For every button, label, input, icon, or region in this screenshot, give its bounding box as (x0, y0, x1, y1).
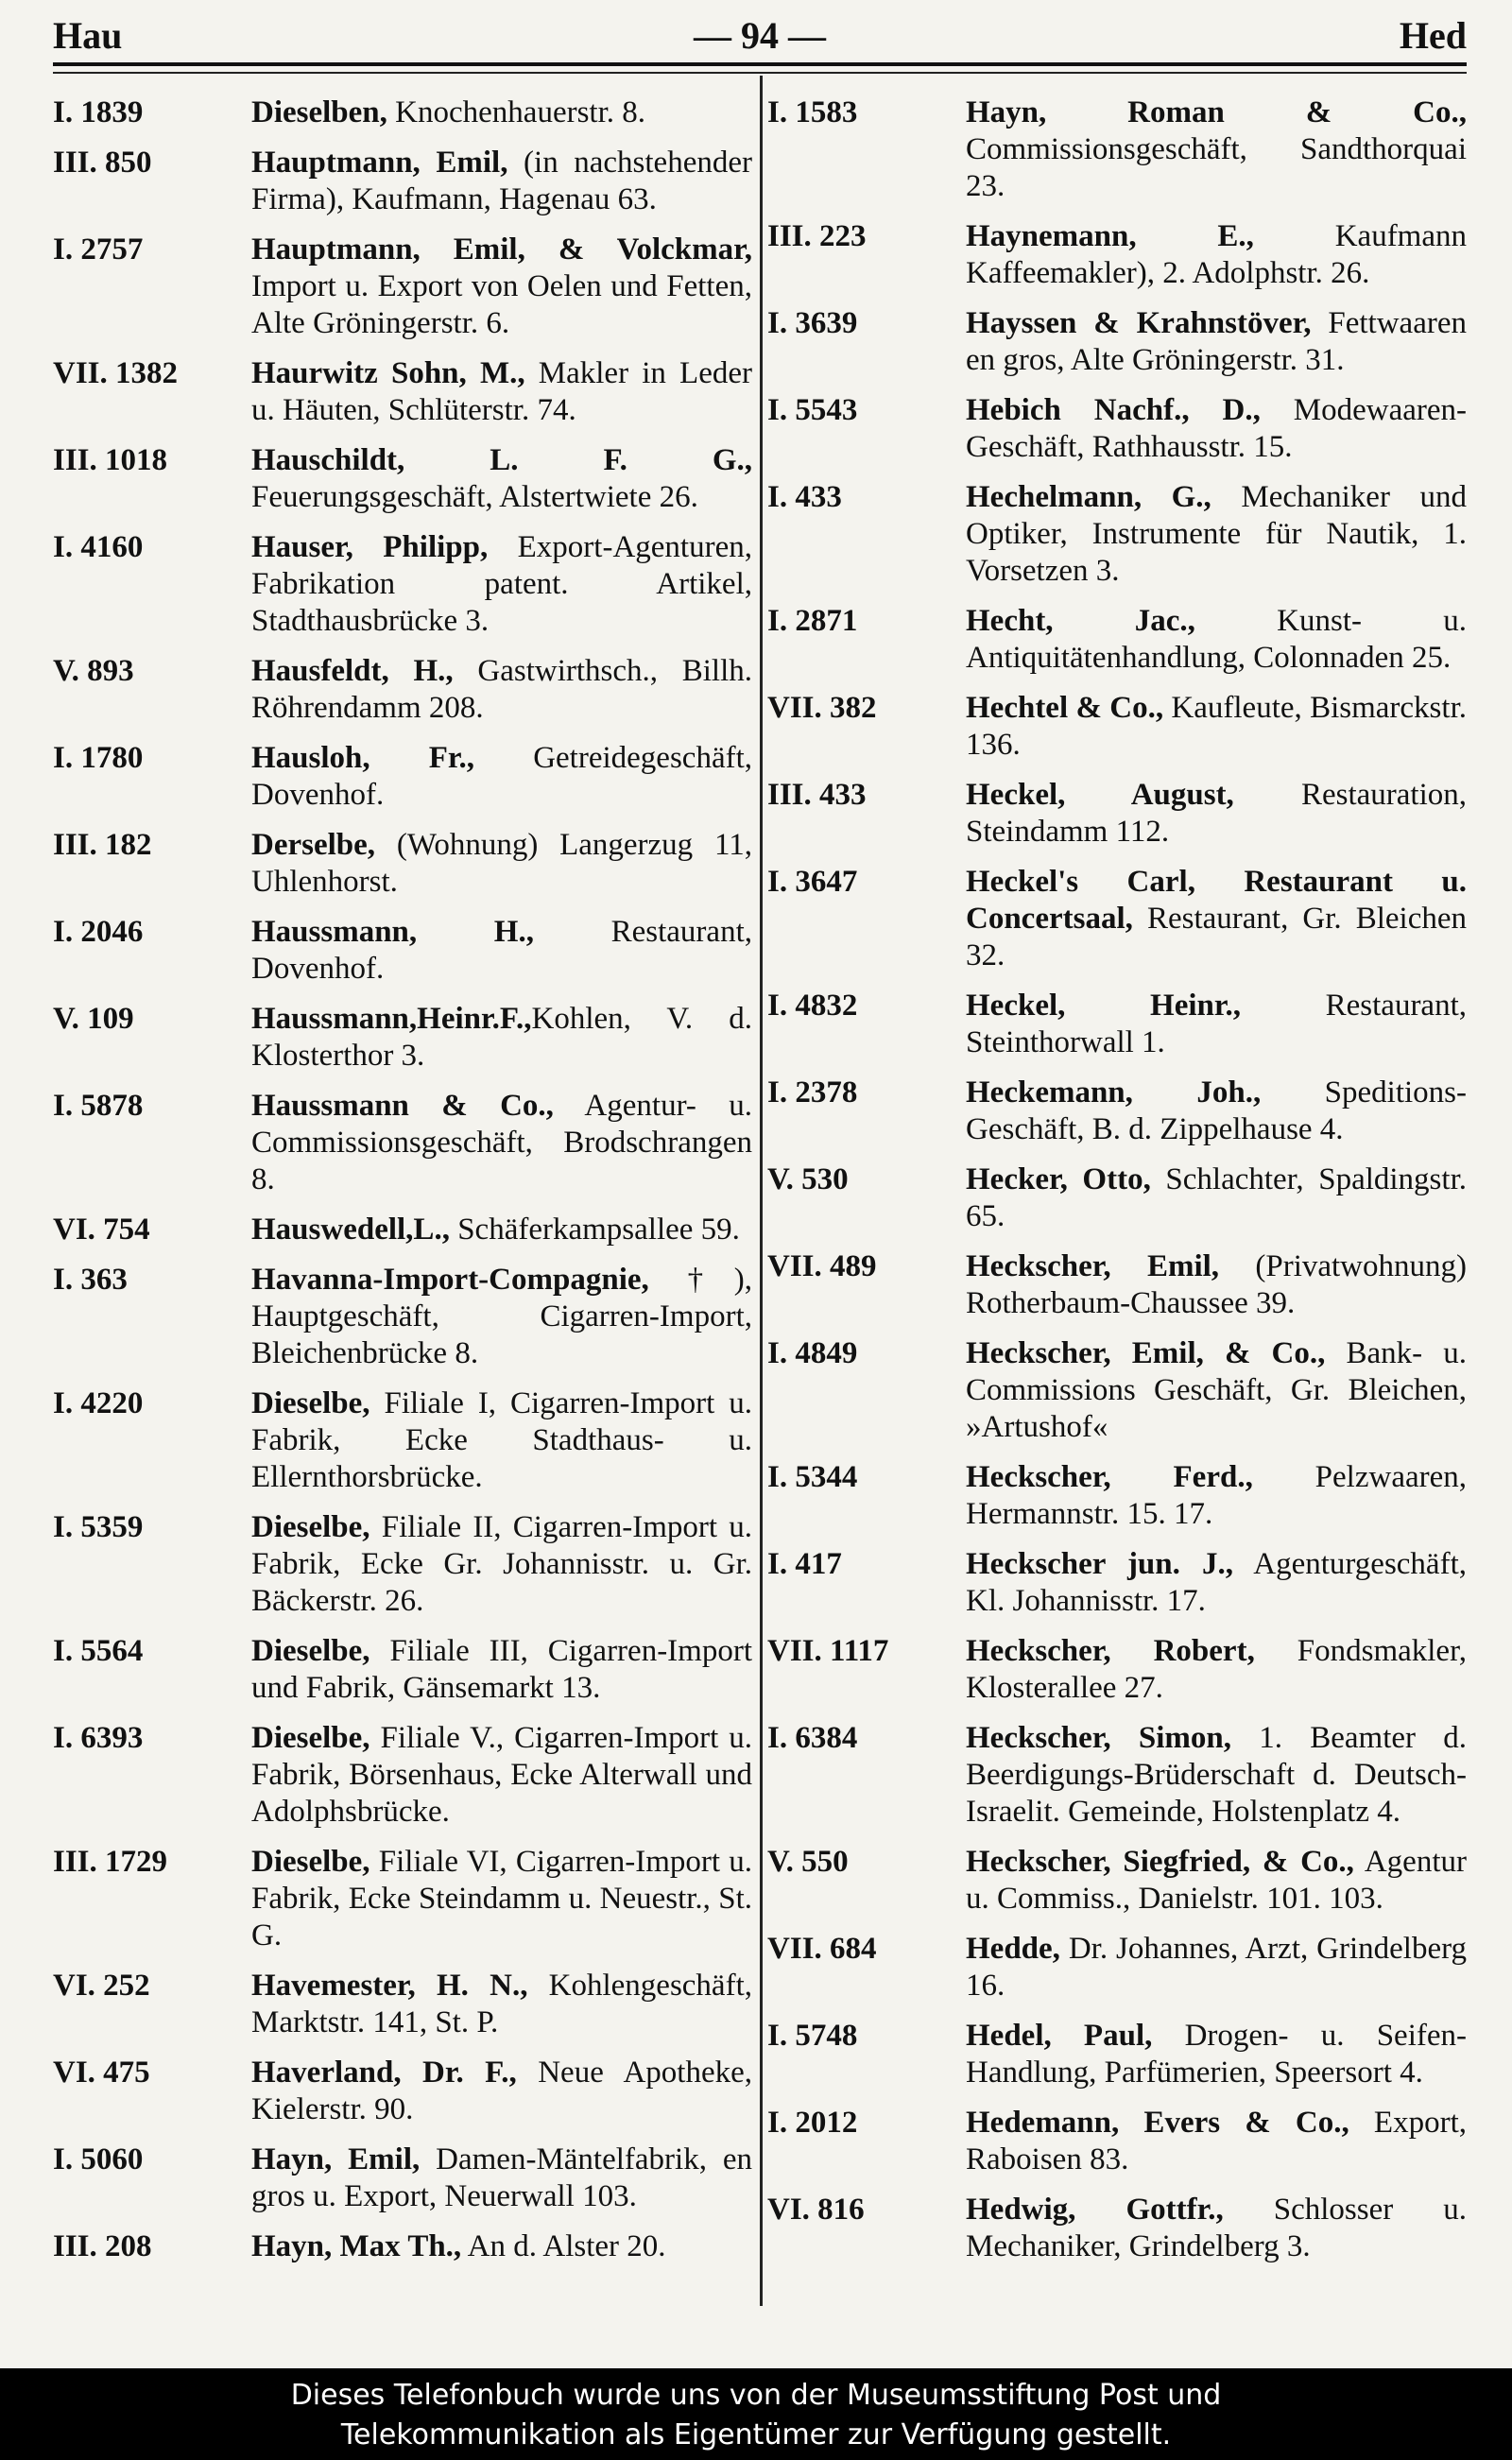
directory-entry (53, 529, 752, 640)
phone-number: V. 550 (767, 1845, 849, 1879)
subscriber-name: Hauschildt, L. F. G., (251, 443, 752, 477)
phone-number: III. 182 (53, 828, 152, 862)
phone-number: I. 2757 (53, 232, 144, 267)
subscriber-name: Dieselbe, (251, 1721, 370, 1755)
entry-text (966, 2192, 1467, 2265)
subscriber-name: Hecker, Otto, (966, 1162, 1151, 1196)
subscriber-details: Pelzwaaren, Hermannstr. 15. 17. (966, 1460, 1467, 1531)
phone-number: I. 433 (767, 480, 842, 514)
entry-text (251, 1385, 752, 1496)
phone-number: I. 1780 (53, 741, 144, 775)
subscriber-details: Damen-Mäntelfabrik, en gros u. Export, Neuerwall 103. (251, 2142, 752, 2213)
subscriber-details: (Privatwohnung) Rotherbaum-Chaussee 39. (966, 1249, 1467, 1320)
directory-entry (53, 740, 752, 814)
subscriber-name: Hauptmann, Emil, & Volckmar, (251, 232, 752, 267)
directory-entry (767, 864, 1467, 974)
entry-text (966, 1633, 1467, 1707)
phone-number: I. 363 (53, 1263, 128, 1297)
subscriber-details: Neue Apotheke, Kielerstr. 90. (251, 2056, 752, 2126)
subscriber-details: Fondsmakler, Klosterallee 27. (966, 1634, 1467, 1705)
entry-text (966, 392, 1467, 466)
phone-number: I. 2378 (767, 1075, 858, 1110)
subscriber-details: Speditions-Geschäft, B. d. Zippelhause 4. (966, 1075, 1467, 1146)
directory-entry (53, 1385, 752, 1496)
phone-number: I. 2012 (767, 2106, 858, 2140)
subscriber-details: An d. Alster 20. (461, 2229, 666, 2263)
subscriber-details: Restaurant, Dovenhof. (251, 915, 752, 986)
subscriber-name: Dieselben, (251, 95, 387, 129)
subscriber-details: Agenturgeschäft, Kl. Johannisstr. 17. (966, 1547, 1467, 1618)
directory-entry (53, 95, 752, 131)
directory-entry (53, 355, 752, 429)
directory-entry (53, 1633, 752, 1707)
phone-number: I. 2871 (767, 604, 858, 638)
entry-text (966, 1161, 1467, 1235)
subscriber-name: Heckscher, Simon, (966, 1721, 1232, 1755)
subscriber-details: Restaurant, Gr. Bleichen 32. (966, 902, 1467, 972)
subscriber-details: Getreidegeschäft, Dovenhof. (251, 741, 752, 812)
entry-text (966, 690, 1467, 764)
page-header (53, 13, 1467, 66)
directory-entry (53, 442, 752, 516)
entry-text (251, 2142, 752, 2215)
phone-number: VII. 1382 (53, 356, 179, 390)
subscriber-name: Hayn, Max Th., (251, 2229, 462, 2263)
subscriber-name: Dieselbe, (251, 1634, 370, 1668)
entry-text (251, 1968, 752, 2041)
entry-text (966, 2018, 1467, 2091)
right-column (767, 95, 1467, 2297)
phone-number: V. 109 (53, 1002, 134, 1036)
directory-entry (767, 305, 1467, 379)
directory-entry (767, 1844, 1467, 1918)
phone-number: VI. 252 (53, 1969, 150, 2003)
phone-number: I. 1839 (53, 95, 144, 129)
entry-text (251, 1844, 752, 1954)
subscriber-details: Filiale V., Cigarren-Import u. Fabrik, Börsenhaus, Ecke Alterwall und Adolphsbrücke. (251, 1721, 752, 1829)
subscriber-name: Hechelmann, G., (966, 480, 1211, 514)
directory-entry (53, 2228, 752, 2265)
directory-entry (53, 1968, 752, 2041)
subscriber-details: Commissionsgeschäft, Sandthorquai 23. (966, 132, 1467, 203)
subscriber-name: Dieselbe, (251, 1510, 370, 1544)
header-last-entry: Hed (1399, 14, 1467, 57)
subscriber-details: Dr. Johannes, Arzt, Grindelberg 16. (966, 1932, 1467, 2003)
entry-text (966, 1459, 1467, 1533)
phone-number: VII. 1117 (767, 1634, 889, 1668)
subscriber-name: Hechtel & Co., (966, 691, 1164, 725)
subscriber-name: Hausfeldt, H., (251, 654, 454, 688)
subscriber-details: Mechaniker und Optiker, Instrumente für Nautik, 1. Vorsetzen 3. (966, 480, 1467, 588)
entry-text (966, 1720, 1467, 1831)
subscriber-details: †), Hauptgeschäft, Cigarren-Import, Bleichenbrücke 8. (251, 1263, 752, 1370)
subscriber-details: Kunst- u. Antiquitätenhandlung, Colonnaden 25. (966, 604, 1467, 675)
entry-text (251, 1262, 752, 1372)
subscriber-name: Heckscher, Robert, (966, 1634, 1255, 1668)
entry-text (966, 988, 1467, 1061)
subscriber-name: Haurwitz Sohn, M., (251, 356, 525, 390)
subscriber-details: Knochenhauerstr. 8. (387, 95, 646, 129)
directory-entry (53, 1262, 752, 1372)
phone-number: VII. 382 (767, 691, 877, 725)
entry-text (966, 603, 1467, 677)
directory-entry (53, 827, 752, 901)
directory-entry (767, 479, 1467, 590)
subscriber-details: Schäferkampsallee 59. (449, 1213, 740, 1247)
directory-entry (53, 2055, 752, 2128)
phone-number: I. 5748 (767, 2019, 858, 2053)
subscriber-details: Makler in Leder u. Häuten, Schlüterstr. 74. (251, 356, 752, 427)
entry-text (251, 1633, 752, 1707)
entry-text (966, 1844, 1467, 1918)
subscriber-name: Hauptmann, Emil, (251, 146, 508, 180)
subscriber-details: Schlachter, Spaldingstr. 65. (966, 1162, 1467, 1233)
entry-text (251, 914, 752, 988)
phone-number: I. 4849 (767, 1336, 858, 1370)
directory-entry (53, 232, 752, 342)
entry-text (966, 1075, 1467, 1148)
subscriber-name: Hauser, Philipp, (251, 530, 489, 564)
subscriber-name: Hayssen & Krahnstöver, (966, 306, 1312, 340)
header-rule-thin (53, 72, 1467, 74)
phone-number: V. 530 (767, 1162, 849, 1196)
directory-entry (767, 1546, 1467, 1620)
entry-text (966, 1931, 1467, 2004)
phone-number: I. 4832 (767, 989, 858, 1023)
phone-number: III. 433 (767, 778, 867, 812)
subscriber-name: Dieselbe, (251, 1386, 370, 1420)
phone-number: I. 3639 (767, 306, 858, 340)
subscriber-details: Filiale III, Cigarren-Import und Fabrik, Gänsemarkt 13. (251, 1634, 752, 1705)
entry-text (966, 1248, 1467, 1322)
directory-entry (767, 1248, 1467, 1322)
footer-line-2: Telekommunikation als Eigentümer zur Verfügung gestellt. (340, 2418, 1172, 2451)
page-number: — 94 — (694, 14, 826, 57)
subscriber-name: Hedde, (966, 1932, 1060, 1966)
entry-text (966, 777, 1467, 851)
subscriber-name: Haverland, Dr. F., (251, 2056, 517, 2090)
directory-entry (53, 653, 752, 727)
phone-number: I. 6384 (767, 1721, 858, 1755)
entry-text (251, 2228, 752, 2265)
subscriber-details: Schlosser u. Mechaniker, Grindelberg 3. (966, 2193, 1467, 2263)
subscriber-details: Filiale VI, Cigarren-Import u. Fabrik, Ecke Steindamm u. Neuestr., St. G. (251, 1845, 752, 1953)
subscriber-details: Export-Agenturen, Fabrikation patent. Artikel, Stadthausbrücke 3. (251, 530, 752, 638)
directory-entry (53, 145, 752, 218)
directory-entry (767, 603, 1467, 677)
directory-entry (53, 1001, 752, 1075)
header-first-entry: Hau (53, 14, 123, 57)
phone-number: III. 850 (53, 146, 152, 180)
entry-text (966, 1546, 1467, 1620)
phone-number: V. 893 (53, 654, 134, 688)
subscriber-name: Heckel, Heinr., (966, 989, 1241, 1023)
entry-text (966, 864, 1467, 974)
entry-text (251, 232, 752, 342)
subscriber-details: Kaufleute, Bismarckstr. 136. (966, 691, 1467, 762)
subscriber-name: Heckel's Carl, Restaurant u. Concertsaal, (966, 865, 1467, 936)
entry-text (966, 1335, 1467, 1446)
entry-text (251, 1509, 752, 1620)
phone-number: III. 223 (767, 219, 867, 253)
subscriber-details: Fettwaaren en gros, Alte Gröningerstr. 31. (966, 306, 1467, 377)
entry-text (966, 218, 1467, 292)
directory-entry (53, 1844, 752, 1954)
subscriber-name: Heckscher, Siegfried, & Co., (966, 1845, 1354, 1879)
phone-number: III. 208 (53, 2229, 152, 2263)
entry-text (966, 95, 1467, 205)
phone-number: I. 4220 (53, 1386, 144, 1420)
subscriber-name: Heckscher, Ferd., (966, 1460, 1253, 1494)
subscriber-name: Haynemann, E., (966, 219, 1254, 253)
subscriber-name: Heckscher, Emil, & Co., (966, 1336, 1326, 1370)
directory-entry (767, 1335, 1467, 1446)
subscriber-details: Agentur u. Commiss., Danielstr. 101. 103. (966, 1845, 1467, 1916)
entry-text (966, 305, 1467, 379)
phone-number: VI. 816 (767, 2193, 865, 2227)
phone-number: VI. 475 (53, 2056, 150, 2090)
subscriber-name: Hauswedell,L., (251, 1213, 450, 1247)
footer-banner (0, 2368, 1512, 2460)
entry-text (251, 95, 752, 131)
directory-entry (767, 1161, 1467, 1235)
entry-text (251, 442, 752, 516)
directory-entry (767, 988, 1467, 1061)
subscriber-details: Agentur- u. Commissionsgeschäft, Brodschrangen 8. (251, 1089, 752, 1196)
phone-number: I. 1583 (767, 95, 858, 129)
phone-number: I. 5878 (53, 1089, 144, 1123)
subscriber-details: Filiale II, Cigarren-Import u. Fabrik, Ecke Gr. Johannisstr. u. Gr. Bäckerstr. 26. (251, 1510, 752, 1618)
phone-number: VII. 489 (767, 1249, 877, 1283)
phone-number: I. 3647 (767, 865, 858, 899)
entry-text (251, 1088, 752, 1198)
header-rule (53, 62, 1467, 66)
subscriber-name: Havemester, H. N., (251, 1969, 528, 2003)
subscriber-name: Derselbe, (251, 828, 376, 862)
phone-number: III. 1018 (53, 443, 168, 477)
directory-entry (767, 2105, 1467, 2178)
entry-text (251, 145, 752, 218)
subscriber-details: Export, Raboisen 83. (966, 2106, 1467, 2176)
subscriber-details: Modewaaren-Geschäft, Rathhausstr. 15. (966, 393, 1467, 464)
directory-entry (767, 1075, 1467, 1148)
entry-text (251, 827, 752, 901)
phone-number: I. 5359 (53, 1510, 144, 1544)
phone-number: I. 4160 (53, 530, 144, 564)
subscriber-name: Hebich Nachf., D., (966, 393, 1261, 427)
directory-entry (53, 1720, 752, 1831)
subscriber-details: Bank- u. Commissions Geschäft, Gr. Bleichen, »Artushof« (966, 1336, 1467, 1444)
phone-number: I. 5060 (53, 2142, 144, 2176)
column-divider (760, 76, 763, 2306)
directory-entry (767, 1633, 1467, 1707)
subscriber-name: Hayn, Emil, (251, 2142, 421, 2176)
subscriber-name: Hedwig, Gottfr., (966, 2193, 1224, 2227)
directory-entry (767, 2192, 1467, 2265)
subscriber-name: Haussmann,Heinr.F., (251, 1002, 532, 1036)
phone-number: I. 417 (767, 1547, 842, 1581)
subscriber-name: Hedel, Paul, (966, 2019, 1153, 2053)
subscriber-details: Restauration, Steindamm 112. (966, 778, 1467, 849)
left-column (53, 95, 752, 2297)
phone-number: I. 5344 (767, 1460, 858, 1494)
subscriber-name: Heckscher, Emil, (966, 1249, 1220, 1283)
subscriber-name: Heckel, August, (966, 778, 1234, 812)
directory-entry (53, 914, 752, 988)
directory-entry (53, 1088, 752, 1198)
phone-number: III. 1729 (53, 1845, 168, 1879)
subscriber-details: Kohlengeschäft, Marktstr. 141, St. P. (251, 1969, 752, 2039)
entry-text (251, 529, 752, 640)
directory-entry (53, 1509, 752, 1620)
directory-entry (767, 95, 1467, 205)
subscriber-details: (in nachstehender Firma), Kaufmann, Hagenau 63. (251, 146, 752, 216)
phone-number: I. 6393 (53, 1721, 144, 1755)
subscriber-name: Havanna-Import-Compagnie, (251, 1263, 649, 1297)
directory-entry (767, 1931, 1467, 2004)
subscriber-name: Hausloh, Fr., (251, 741, 475, 775)
entry-text (251, 1212, 752, 1248)
directory-entry (767, 777, 1467, 851)
directory-entry (53, 1212, 752, 1248)
subscriber-name: Haussmann, H., (251, 915, 534, 949)
directory-entry (767, 1720, 1467, 1831)
phone-number: I. 5543 (767, 393, 858, 427)
directory-entry (767, 690, 1467, 764)
directory-entry (767, 2018, 1467, 2091)
subscriber-details: Import u. Export von Oelen und Fetten, Alte Gröningerstr. 6. (251, 269, 752, 340)
directory-entry (767, 392, 1467, 466)
directory-entry (53, 2142, 752, 2215)
subscriber-details: 1. Beamter d. Beerdigungs-Brüderschaft d. Deutsch-Israelit. Gemeinde, Holstenplatz 4. (966, 1721, 1467, 1829)
subscriber-details: Drogen- u. Seifen-Handlung, Parfümerien, Speersort 4. (966, 2019, 1467, 2090)
subscriber-details: Kohlen, V. d. Klosterthor 3. (251, 1002, 752, 1073)
subscriber-name: Hayn, Roman & Co., (966, 95, 1467, 129)
phone-number: VI. 754 (53, 1213, 150, 1247)
phone-number: I. 2046 (53, 915, 144, 949)
directory-entry (767, 218, 1467, 292)
entry-text (251, 2055, 752, 2128)
entry-text (251, 653, 752, 727)
entry-text (251, 740, 752, 814)
subscriber-name: Heckemann, Joh., (966, 1075, 1262, 1110)
subscriber-name: Dieselbe, (251, 1845, 370, 1879)
entry-text (966, 479, 1467, 590)
entry-text (966, 2105, 1467, 2178)
subscriber-details: Restaurant, Steinthorwall 1. (966, 989, 1467, 1059)
subscriber-details: Feuerungsgeschäft, Alstertwiete 26. (251, 480, 698, 514)
subscriber-details: Kaufmann Kaffeemakler), 2. Adolphstr. 26. (966, 219, 1467, 290)
footer-line-1: Dieses Telefonbuch wurde uns von der Museumsstiftung Post und (290, 2379, 1222, 2412)
entry-text (251, 355, 752, 429)
entry-text (251, 1720, 752, 1831)
subscriber-name: Heckscher jun. J., (966, 1547, 1233, 1581)
entry-text (251, 1001, 752, 1075)
subscriber-details: (Wohnung) Langerzug 11, Uhlenhorst. (251, 828, 752, 899)
subscriber-name: Haussmann & Co., (251, 1089, 554, 1123)
subscriber-name: Hedemann, Evers & Co., (966, 2106, 1349, 2140)
subscriber-details: Filiale I, Cigarren-Import u. Fabrik, Ecke Stadthaus- u. Ellernthorsbrücke. (251, 1386, 752, 1494)
directory-entry (767, 1459, 1467, 1533)
subscriber-name: Hecht, Jac., (966, 604, 1195, 638)
subscriber-details: Gastwirthsch., Billh. Röhrendamm 208. (251, 654, 752, 725)
phone-number: I. 5564 (53, 1634, 144, 1668)
phone-number: VII. 684 (767, 1932, 877, 1966)
